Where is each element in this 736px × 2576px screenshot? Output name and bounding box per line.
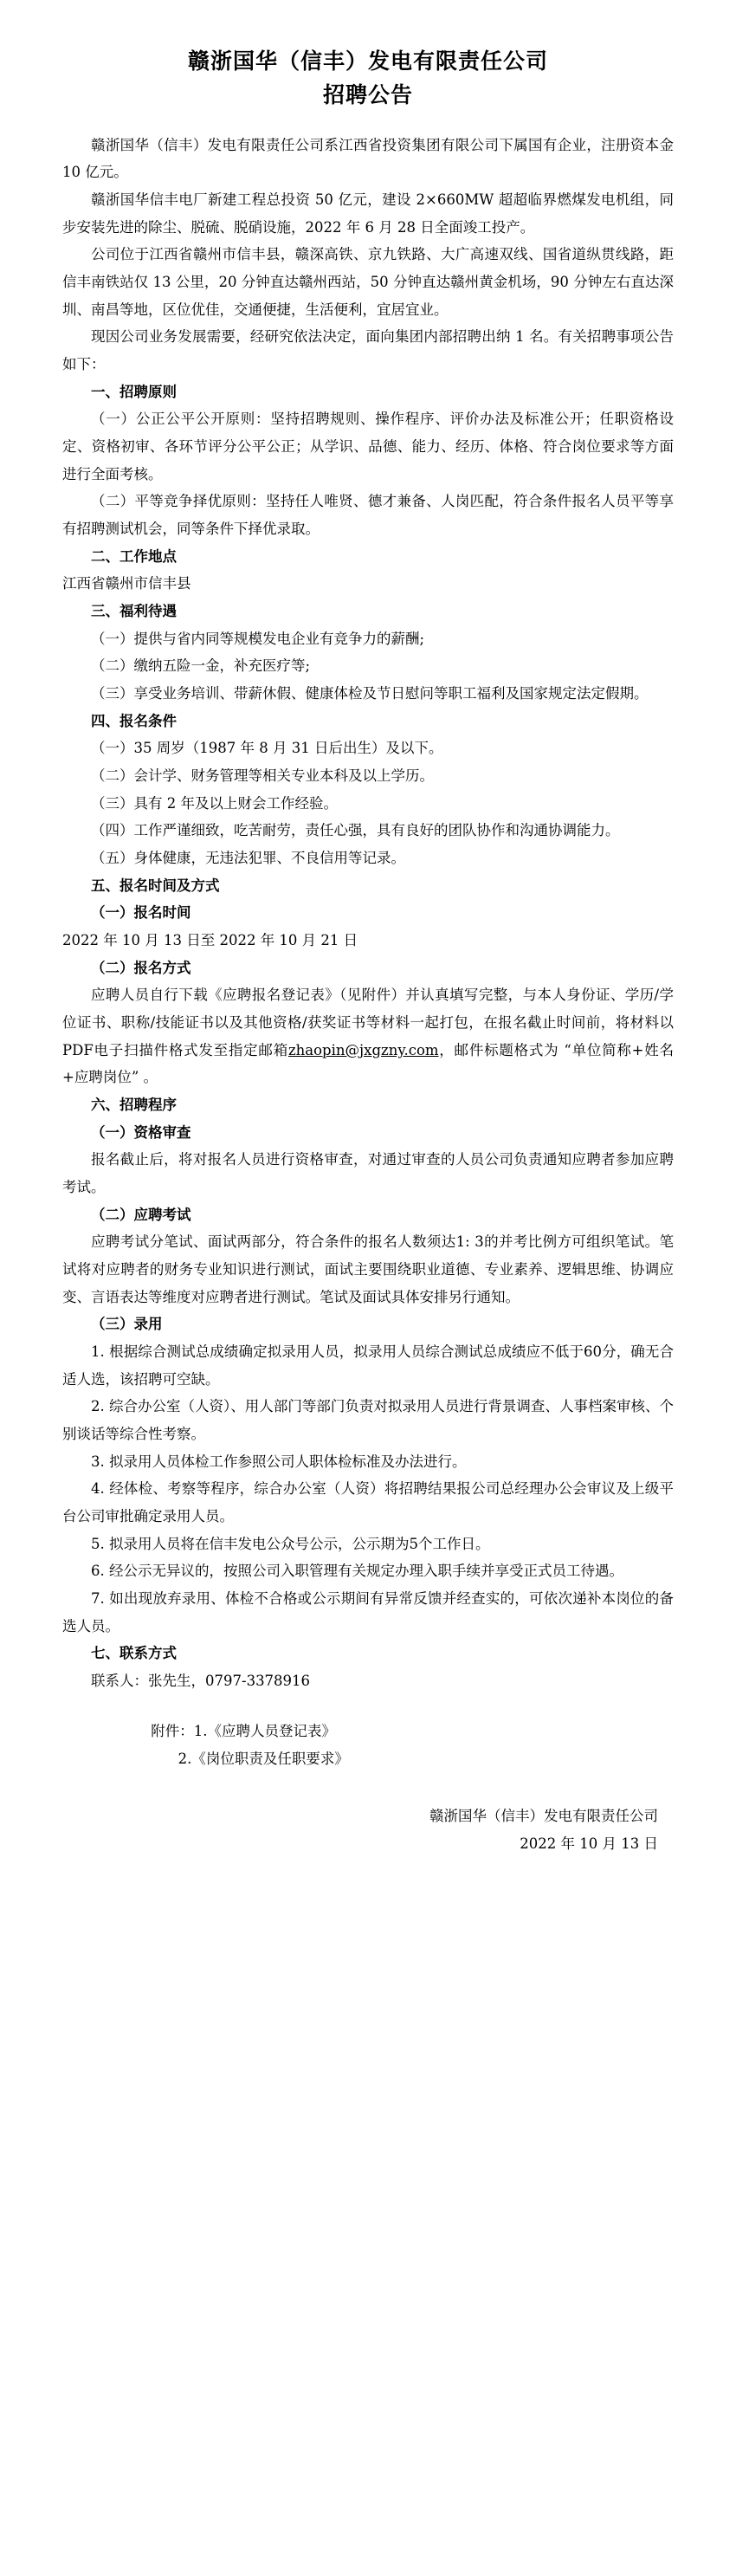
application-email[interactable]: zhaopin@jxgzny.com [287, 1041, 439, 1058]
section-heading-application: 五、报名时间及方式 [91, 877, 220, 894]
section-paragraph: （四）工作严谨细致，吃苦耐劳，责任心强，具有良好的团队协作和沟通协调能力。 [91, 822, 620, 839]
section-heading-principles: 一、招聘原则 [91, 383, 177, 400]
section-paragraph: 7. 如出现放弃录用、体检不合格或公示期间有异常反馈并经查实的，可依次递补本岗位的备选人员。 [62, 1590, 674, 1634]
subsection-heading-application-period: （一）报名时间 [91, 904, 191, 922]
section-heading-procedure: 六、招聘程序 [91, 1097, 177, 1114]
subsection-heading-hiring: （三）录用 [91, 1316, 163, 1333]
subsection-heading-qualification-review: （一）资格审查 [91, 1123, 191, 1141]
section-paragraph: 应聘考试分笔试、面试两部分，符合条件的报名人数须达1: 3的并考比例方可组织笔试。笔试将对应聘者的财务专业知识进行测试，面试主要围绕职业道德、专业素养、逻辑思维、协调应变、言语表达等维度对应聘者进行测试。笔试及面试具体安排另行通知。 [62, 1233, 674, 1305]
application-method-paragraph [62, 981, 674, 1091]
section-paragraph: 1. 根据综合测试总成绩确定拟录用人员，拟录用人员综合测试总成绩应不低于60分，确无合适人选，该招聘可空缺。 [62, 1343, 674, 1388]
signature-date: 2022 年 10 月 13 日 [520, 1835, 658, 1853]
section-paragraph: （二）会计学、财务管理等相关专业本科及以上学历。 [91, 767, 434, 784]
application-method-text-before: 应聘人员自行下载《应聘报名登记表》（见附件）并认真填写完整，与本人身份证、学历/学位证书、职称/技能证书以及其他资格/获奖证书等材料一起打包，在报名截止时间前，将材料以PDF电子扫描件格式发至指定邮箱 [62, 987, 674, 1058]
section-heading-contact: 七、联系方式 [91, 1645, 177, 1662]
signature-company: 赣浙国华（信丰）发电有限责任公司 [429, 1808, 658, 1825]
section-paragraph: 3. 拟录用人员体检工作参照公司人职体检标准及办法进行。 [91, 1453, 467, 1470]
section-paragraph: （五）身体健康，无违法犯罪、不良信用等记录。 [91, 849, 405, 866]
section-paragraph: 6. 经公示无异议的，按照公司入职管理有关规定办理入职手续并享受正式员工待遇。 [91, 1563, 623, 1580]
contact-info: 联系人：张先生，0797-3378916 [91, 1673, 311, 1690]
attachment-item [62, 1718, 674, 1745]
section-paragraph: （一）提供与省内同等规模发电企业有竞争力的薪酬; [91, 630, 425, 647]
attachments [62, 1718, 674, 1773]
subsection-heading-application-method: （二）报名方式 [91, 959, 191, 976]
section-paragraph: 5. 拟录用人员将在信丰发电公众号公示，公示期为5个工作日。 [91, 1535, 490, 1552]
signature-block [62, 1803, 674, 1858]
section-paragraph: 江西省赣州市信丰县 [62, 575, 191, 592]
page-subtitle: 招聘公告 [322, 81, 413, 107]
subsection-heading-exam: （二）应聘考试 [91, 1206, 191, 1223]
intro-paragraph: 公司位于江西省赣州市信丰县，赣深高铁、京九铁路、大广高速双线、国省道纵贯线路，距信丰南铁站仅 13 公里，20 分钟直达赣州西站，50 分钟直达赣州黄金机场，90 分钟左右直达深圳、南昌等地，区位优佳，交通便捷，生活便利，宜居宜业。 [62, 246, 674, 318]
attachment-item-1[interactable]: 1.《应聘人员登记表》 [193, 1722, 337, 1739]
section-paragraph: 2. 综合办公室（人资）、用人部门等部门负责对拟录用人员进行背景调查、人事档案审核、个别谈话等综合性考察。 [62, 1398, 674, 1443]
section-paragraph: （二）缴纳五险一金，补充医疗等; [91, 657, 311, 675]
section-heading-requirements: 四、报名条件 [91, 712, 177, 729]
section-paragraph: 4. 经体检、考察等程序，综合办公室（人资）将招聘结果报公司总经理办公会审议及上级平台公司审批确定录用人员。 [62, 1480, 674, 1525]
intro-paragraph: 现因公司业务发展需要，经研究依法决定，面向集团内部招聘出纳 1 名。有关招聘事项公告如下： [62, 328, 674, 372]
page-title: 赣浙国华（信丰）发电有限责任公司 [187, 49, 548, 74]
intro-paragraph: 赣浙国华信丰电厂新建工程总投资 50 亿元，建设 2×660MW 超超临界燃煤发电机组，同步安装先进的除尘、脱硫、脱硝设施，2022 年 6 月 28 日全面竣工投产。 [62, 191, 674, 236]
section-heading-benefits: 三、福利待遇 [91, 602, 177, 619]
attachment-item-2[interactable]: 2.《岗位职责及任职要求》 [178, 1750, 349, 1767]
intro-paragraph: 赣浙国华（信丰）发电有限责任公司系江西省投资集团有限公司下属国有企业，注册资本金 10 亿元。 [62, 136, 674, 181]
section-paragraph: （一）公正公平公开原则：坚持招聘规则、操作程序、评价办法及标准公开；任职资格设定、资格初审、各环节评分公平公正；从学识、品德、能力、经历、体格、符合岗位要求等方面进行全面考核。 [62, 411, 674, 482]
application-period-dates: 2022 年 10 月 13 日至 2022 年 10 月 21 日 [62, 931, 358, 948]
section-paragraph: （三）享受业务培训、带薪休假、健康体检及节日慰问等职工福利及国家规定法定假期。 [91, 684, 649, 702]
application-method-text-after: ，邮件标题格式为 “单位简称+姓名+应聘岗位” 。 [62, 1041, 675, 1086]
attachments-label: 附件： [151, 1722, 194, 1739]
section-heading-location: 二、工作地点 [91, 547, 177, 565]
section-paragraph: （一）35 周岁（1987 年 8 月 31 日后出生）及以下。 [91, 740, 443, 757]
section-paragraph: （三）具有 2 年及以上财会工作经验。 [91, 794, 338, 812]
section-paragraph: 报名截止后，将对报名人员进行资格审查，对通过审查的人员公司负责通知应聘者参加应聘考试。 [62, 1151, 674, 1196]
section-paragraph: （二）平等竞争择优原则：坚持任人唯贤、德才兼备、人岗匹配，符合条件报名人员平等享有招聘测试机会，同等条件下择优录取。 [62, 493, 674, 537]
